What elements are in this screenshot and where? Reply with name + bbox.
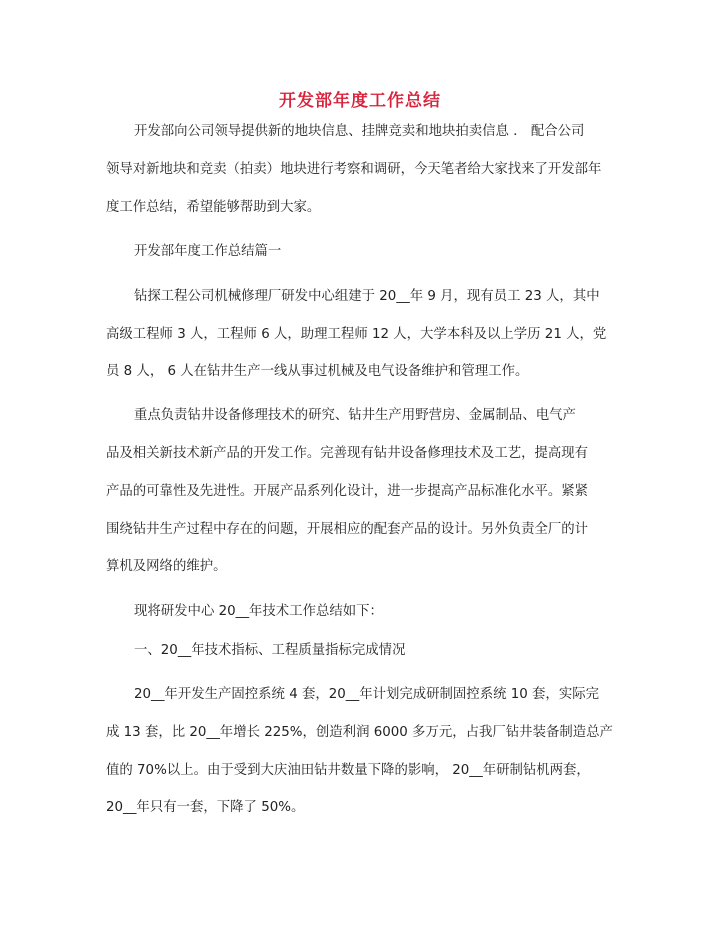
para2-line-4: 围绕钻井生产过程中存在的问题，开展相应的配套产品的设计。另外负责全厂的计 [106,522,589,537]
para2-line-3: 产品的可靠性及先进性。开展产品系列化设计，进一步提高产品标准化水平。紧紧 [106,484,589,499]
intro-line-3: 度工作总结，希望能够帮助到大家。 [106,200,321,215]
para3-line-1: 20__年开发生产固控系统 4 套，20__年计划完成研制固控系统 10 套，实际完 [134,687,599,702]
intro-line-2: 领导对新地块和竞卖（拍卖）地块进行考察和调研，今天笔者给大家找来了开发部年 [106,162,602,177]
section-title: 开发部年度工作总结篇一 [134,244,282,259]
para2-line-1: 重点负责钻井设备修理技术的研究、钻井生产用野营房、金属制品、电气产 [134,408,576,423]
para3-line-4: 20__年只有一套，下降了 50%。 [106,800,305,815]
para1-line-2: 高级工程师 3 人，工程师 6 人，助理工程师 12 人，大学本科及以上学历 21 人，党 [106,327,607,342]
para1-line-3: 员 8 人， 6 人在钻井生产一线从事过机械及电气设备维护和管理工作。 [106,364,529,379]
para1-line-1: 钻探工程公司机械修理厂研发中心组建于 20__年 9 月，现有员工 23 人，其中 [134,289,600,304]
para3-line-3: 值的 70%以上。由于受到大庆油田钻井数量下降的影响， 20__年研制钻机两套， [106,763,590,778]
document-title: 开发部年度工作总结 [279,91,441,111]
para3-line-2: 成 13 套，比 20__年增长 225%，创造利润 6000 多万元，占我厂钻井装备制造总产 [106,725,613,740]
para2-line-2: 品及相关新技术新产品的开发工作。完善现有钻井设备修理技术及工艺，提高现有 [106,446,589,461]
intro-line-1: 开发部向公司领导提供新的地块信息、挂牌竞卖和地块拍卖信息 ． 配合公司 [134,124,585,139]
summary-intro: 现将研发中心 20__年技术工作总结如下： [134,604,383,619]
para2-line-5: 算机及网络的维护。 [106,559,227,574]
sub-heading: 一、20__年技术指标、工程质量指标完成情况 [134,643,406,658]
